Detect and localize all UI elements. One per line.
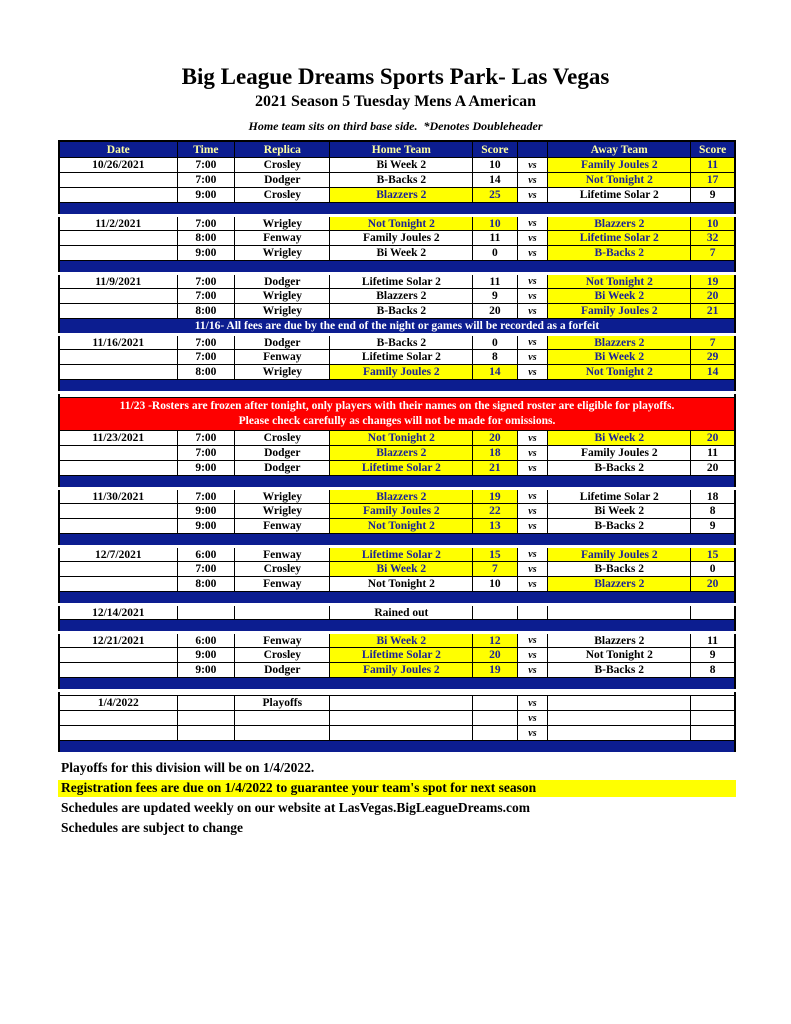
away-team-cell: Bi Week 2: [548, 350, 691, 365]
replica-cell: Dodger: [235, 173, 330, 188]
date-cell: [59, 188, 177, 203]
away-team-cell: Not Tonight 2: [548, 173, 691, 188]
date-cell: 11/30/2021: [59, 489, 177, 504]
date-cell: 12/21/2021: [59, 633, 177, 648]
game-row: [59, 246, 735, 261]
home-team-cell: Lifetime Solar 2: [330, 461, 473, 476]
separator-row: [59, 592, 735, 605]
game-row: [59, 547, 735, 562]
home-score-cell: 14: [473, 365, 517, 380]
replica-cell: Crosley: [235, 562, 330, 577]
game-row: [59, 446, 735, 461]
away-score-cell: 20: [691, 431, 735, 446]
date-cell: [59, 173, 177, 188]
game-row: [59, 289, 735, 304]
date-cell: 10/26/2021: [59, 158, 177, 173]
home-score-cell: 19: [473, 489, 517, 504]
away-team-cell: Lifetime Solar 2: [548, 188, 691, 203]
game-row: [59, 350, 735, 365]
away-score-cell: 18: [691, 489, 735, 504]
header-vs: [517, 141, 548, 158]
home-score-cell: 20: [473, 304, 517, 319]
game-row: [59, 335, 735, 350]
roster-notice-line2: Please check carefully as changes will not be made for omissions.: [238, 415, 556, 428]
home-score-cell: 9: [473, 289, 517, 304]
away-team-cell: [548, 696, 691, 711]
replica-cell: Dodger: [235, 335, 330, 350]
game-row: [59, 304, 735, 319]
separator-bar: [59, 203, 735, 216]
replica-cell: Crosley: [235, 188, 330, 203]
website-note: Schedules are updated weekly on our website at LasVegas.BigLeagueDreams.com: [61, 800, 531, 816]
replica-cell: Fenway: [235, 547, 330, 562]
home-score-cell: 7: [473, 562, 517, 577]
date-cell: [59, 504, 177, 519]
vs-cell: vs: [517, 562, 548, 577]
date-cell: 11/23/2021: [59, 431, 177, 446]
away-team-cell: Family Joules 2: [548, 158, 691, 173]
time-cell: 8:00: [177, 231, 235, 246]
home-score-cell: [473, 711, 517, 726]
page-title: Big League Dreams Sports Park- Las Vegas: [181, 64, 610, 89]
time-cell: 7:00: [177, 158, 235, 173]
replica-cell: Wrigley: [235, 216, 330, 231]
time-cell: 7:00: [177, 350, 235, 365]
replica-cell: Crosley: [235, 158, 330, 173]
home-team-cell: B-Backs 2: [330, 173, 473, 188]
separator-row: [59, 261, 735, 274]
date-cell: 12/7/2021: [59, 547, 177, 562]
time-cell: 6:00: [177, 547, 235, 562]
away-team-cell: Bi Week 2: [548, 431, 691, 446]
away-score-cell: 19: [691, 274, 735, 289]
date-cell: 11/9/2021: [59, 274, 177, 289]
date-cell: [59, 304, 177, 319]
vs-cell: vs: [517, 246, 548, 261]
replica-cell: [235, 726, 330, 741]
vs-cell: vs: [517, 696, 548, 711]
replica-cell: Fenway: [235, 350, 330, 365]
away-team-cell: B-Backs 2: [548, 663, 691, 678]
home-team-cell: Family Joules 2: [330, 365, 473, 380]
playoffs-row: [59, 696, 735, 711]
game-row: [59, 504, 735, 519]
header-row: [59, 141, 735, 158]
away-team-cell: Blazzers 2: [548, 577, 691, 592]
away-team-cell: Lifetime Solar 2: [548, 489, 691, 504]
away-team-cell: Family Joules 2: [548, 446, 691, 461]
header-replica: Replica: [235, 141, 330, 158]
date-cell: [59, 446, 177, 461]
vs-cell: vs: [517, 547, 548, 562]
home-score-cell: 21: [473, 461, 517, 476]
home-score-cell: 11: [473, 274, 517, 289]
header-away-score: Score: [691, 141, 735, 158]
time-cell: 8:00: [177, 365, 235, 380]
separator-row: [59, 534, 735, 547]
away-team-cell: Blazzers 2: [548, 335, 691, 350]
empty-game-row: [59, 711, 735, 726]
away-score-cell: 10: [691, 216, 735, 231]
away-score-cell: 21: [691, 304, 735, 319]
game-row: [59, 365, 735, 380]
home-team-cell: Family Joules 2: [330, 504, 473, 519]
game-row: [59, 274, 735, 289]
time-cell: 7:00: [177, 489, 235, 504]
home-score-cell: 15: [473, 547, 517, 562]
vs-cell: [517, 605, 548, 620]
separator-row: [59, 678, 735, 691]
home-score-cell: 13: [473, 519, 517, 534]
home-score-cell: 22: [473, 504, 517, 519]
away-team-cell: Blazzers 2: [548, 633, 691, 648]
fees-notice-row: [59, 319, 735, 335]
vs-cell: vs: [517, 231, 548, 246]
separator-row: [59, 476, 735, 489]
vs-cell: vs: [517, 577, 548, 592]
home-team-cell: Not Tonight 2: [330, 216, 473, 231]
away-score-cell: 11: [691, 446, 735, 461]
date-cell: [59, 519, 177, 534]
vs-cell: vs: [517, 711, 548, 726]
vs-cell: vs: [517, 726, 548, 741]
game-row: [59, 577, 735, 592]
game-row: [59, 158, 735, 173]
game-row: [59, 231, 735, 246]
header-home-score: Score: [473, 141, 517, 158]
home-team-cell: Not Tonight 2: [330, 577, 473, 592]
vs-cell: vs: [517, 446, 548, 461]
game-row: [59, 519, 735, 534]
away-team-cell: Blazzers 2: [548, 216, 691, 231]
header-time: Time: [177, 141, 235, 158]
time-cell: 7:00: [177, 274, 235, 289]
home-score-cell: [473, 605, 517, 620]
home-score-cell: 8: [473, 350, 517, 365]
header-home-team: Home Team: [330, 141, 473, 158]
game-row: [59, 188, 735, 203]
date-cell: [59, 289, 177, 304]
replica-cell: Playoffs: [235, 696, 330, 711]
game-row: [59, 216, 735, 231]
time-cell: 7:00: [177, 289, 235, 304]
home-score-cell: 20: [473, 648, 517, 663]
away-score-cell: 20: [691, 461, 735, 476]
date-cell: [59, 648, 177, 663]
replica-cell: Wrigley: [235, 504, 330, 519]
home-team-cell: [330, 726, 473, 741]
separator-bar: [59, 261, 735, 274]
away-score-cell: 20: [691, 289, 735, 304]
home-team-note: Home team sits on third base side. *Denotes Doubleheader: [248, 118, 543, 133]
separator-bar: [59, 380, 735, 393]
away-score-cell: 0: [691, 562, 735, 577]
home-team-cell: B-Backs 2: [330, 304, 473, 319]
time-cell: 6:00: [177, 633, 235, 648]
home-score-cell: 19: [473, 663, 517, 678]
vs-cell: vs: [517, 335, 548, 350]
replica-cell: Dodger: [235, 274, 330, 289]
home-team-cell: [330, 696, 473, 711]
away-team-cell: B-Backs 2: [548, 562, 691, 577]
home-team-cell: Lifetime Solar 2: [330, 350, 473, 365]
away-score-cell: 7: [691, 246, 735, 261]
replica-cell: Dodger: [235, 663, 330, 678]
away-team-cell: B-Backs 2: [548, 461, 691, 476]
home-team-cell: Bi Week 2: [330, 158, 473, 173]
empty-game-row: [59, 726, 735, 741]
date-cell: [59, 350, 177, 365]
replica-cell: Fenway: [235, 231, 330, 246]
roster-notice-line1: 11/23 -Rosters are frozen after tonight, only players with their names on the signed roster are eligible for playoffs.: [119, 400, 675, 413]
vs-cell: vs: [517, 158, 548, 173]
time-cell: 9:00: [177, 663, 235, 678]
home-score-cell: 18: [473, 446, 517, 461]
away-team-cell: [548, 726, 691, 741]
away-score-cell: 15: [691, 547, 735, 562]
away-team-cell: Not Tonight 2: [548, 365, 691, 380]
time-cell: 9:00: [177, 246, 235, 261]
vs-cell: vs: [517, 431, 548, 446]
vs-cell: vs: [517, 289, 548, 304]
vs-cell: vs: [517, 304, 548, 319]
replica-cell: Crosley: [235, 648, 330, 663]
away-score-cell: 7: [691, 335, 735, 350]
time-cell: 9:00: [177, 504, 235, 519]
vs-cell: vs: [517, 274, 548, 289]
time-cell: 9:00: [177, 648, 235, 663]
game-row: [59, 663, 735, 678]
replica-cell: Fenway: [235, 633, 330, 648]
separator-bar: [59, 620, 735, 633]
vs-cell: vs: [517, 173, 548, 188]
time-cell: [177, 711, 235, 726]
replica-cell: Wrigley: [235, 289, 330, 304]
separator-row: [59, 620, 735, 633]
away-score-cell: 11: [691, 158, 735, 173]
home-score-cell: 10: [473, 158, 517, 173]
vs-cell: vs: [517, 489, 548, 504]
home-score-cell: 0: [473, 335, 517, 350]
away-score-cell: 9: [691, 648, 735, 663]
home-team-cell: Blazzers 2: [330, 289, 473, 304]
game-row: [59, 431, 735, 446]
date-cell: [59, 711, 177, 726]
separator-bar: [59, 678, 735, 691]
home-team-cell: Family Joules 2: [330, 231, 473, 246]
home-score-cell: 25: [473, 188, 517, 203]
roster-notice-row: [59, 398, 735, 431]
home-team-cell: Lifetime Solar 2: [330, 547, 473, 562]
separator-bar: [59, 534, 735, 547]
away-team-cell: Bi Week 2: [548, 289, 691, 304]
time-cell: 7:00: [177, 173, 235, 188]
game-row: [59, 562, 735, 577]
game-row: [59, 173, 735, 188]
away-team-cell: Family Joules 2: [548, 547, 691, 562]
separator-row: [59, 203, 735, 216]
date-cell: [59, 461, 177, 476]
game-row: [59, 633, 735, 648]
home-team-cell: Blazzers 2: [330, 446, 473, 461]
replica-cell: Fenway: [235, 519, 330, 534]
game-row: [59, 461, 735, 476]
home-score-cell: 0: [473, 246, 517, 261]
header-date: Date: [59, 141, 177, 158]
fees-notice-text: 11/16- All fees are due by the end of the night or games will be recorded as a forfeit: [59, 319, 735, 335]
home-team-cell: Bi Week 2: [330, 562, 473, 577]
away-score-cell: 17: [691, 173, 735, 188]
date-cell: [59, 726, 177, 741]
away-team-cell: Bi Week 2: [548, 504, 691, 519]
vs-cell: vs: [517, 365, 548, 380]
date-cell: [59, 246, 177, 261]
playoffs-note: Playoffs for this division will be on 1/4/2022.: [61, 760, 315, 776]
away-score-cell: 11: [691, 633, 735, 648]
home-score-cell: [473, 696, 517, 711]
subject-to-change-note: Schedules are subject to change: [61, 820, 243, 836]
away-score-cell: [691, 711, 735, 726]
date-cell: 12/14/2021: [59, 605, 177, 620]
away-score-cell: 9: [691, 519, 735, 534]
schedule-body: [59, 158, 735, 754]
season-subtitle: 2021 Season 5 Tuesday Mens A American: [255, 93, 536, 111]
time-cell: 8:00: [177, 304, 235, 319]
away-team-cell: Not Tonight 2: [548, 648, 691, 663]
footer: [58, 760, 736, 837]
time-cell: 8:00: [177, 577, 235, 592]
time-cell: 7:00: [177, 446, 235, 461]
away-team-cell: Lifetime Solar 2: [548, 231, 691, 246]
vs-cell: vs: [517, 461, 548, 476]
home-team-cell: Bi Week 2: [330, 246, 473, 261]
vs-cell: vs: [517, 633, 548, 648]
replica-cell: [235, 605, 330, 620]
vs-cell: vs: [517, 188, 548, 203]
date-cell: 11/16/2021: [59, 335, 177, 350]
away-score-cell: 9: [691, 188, 735, 203]
home-team-cell: Not Tonight 2: [330, 519, 473, 534]
home-score-cell: [473, 726, 517, 741]
vs-cell: vs: [517, 648, 548, 663]
home-team-cell: Lifetime Solar 2: [330, 274, 473, 289]
game-row: [59, 489, 735, 504]
vs-cell: vs: [517, 216, 548, 231]
away-team-cell: [548, 711, 691, 726]
replica-cell: Fenway: [235, 577, 330, 592]
home-team-cell: Blazzers 2: [330, 489, 473, 504]
away-score-cell: 32: [691, 231, 735, 246]
time-cell: [177, 696, 235, 711]
replica-cell: Wrigley: [235, 489, 330, 504]
time-cell: 9:00: [177, 519, 235, 534]
date-cell: [59, 577, 177, 592]
away-score-cell: [691, 696, 735, 711]
away-team-cell: [548, 605, 691, 620]
away-team-cell: Family Joules 2: [548, 304, 691, 319]
separator-bar: [59, 592, 735, 605]
away-score-cell: 14: [691, 365, 735, 380]
home-team-cell: [330, 711, 473, 726]
date-cell: [59, 231, 177, 246]
away-score-cell: [691, 726, 735, 741]
date-cell: [59, 365, 177, 380]
home-team-cell: Blazzers 2: [330, 188, 473, 203]
away-score-cell: 8: [691, 663, 735, 678]
home-score-cell: 20: [473, 431, 517, 446]
replica-cell: Crosley: [235, 431, 330, 446]
replica-cell: Wrigley: [235, 304, 330, 319]
replica-cell: Wrigley: [235, 365, 330, 380]
away-team-cell: B-Backs 2: [548, 519, 691, 534]
date-cell: 1/4/2022: [59, 696, 177, 711]
home-score-cell: 10: [473, 216, 517, 231]
date-cell: 11/2/2021: [59, 216, 177, 231]
replica-cell: Wrigley: [235, 246, 330, 261]
time-cell: 9:00: [177, 188, 235, 203]
time-cell: 7:00: [177, 431, 235, 446]
roster-notice-cell: [59, 398, 735, 431]
separator-bar: [59, 741, 735, 754]
away-score-cell: [691, 605, 735, 620]
away-team-cell: B-Backs 2: [548, 246, 691, 261]
home-score-cell: 12: [473, 633, 517, 648]
vs-cell: vs: [517, 350, 548, 365]
header-away-team: Away Team: [548, 141, 691, 158]
time-cell: 7:00: [177, 562, 235, 577]
time-cell: [177, 726, 235, 741]
home-team-cell: B-Backs 2: [330, 335, 473, 350]
replica-cell: Dodger: [235, 446, 330, 461]
vs-cell: vs: [517, 663, 548, 678]
away-score-cell: 20: [691, 577, 735, 592]
vs-cell: vs: [517, 519, 548, 534]
game-row: [59, 648, 735, 663]
vs-cell: vs: [517, 504, 548, 519]
home-score-cell: 14: [473, 173, 517, 188]
home-team-cell: Family Joules 2: [330, 663, 473, 678]
home-team-cell: Not Tonight 2: [330, 431, 473, 446]
time-cell: 9:00: [177, 461, 235, 476]
away-score-cell: 29: [691, 350, 735, 365]
home-score-cell: 10: [473, 577, 517, 592]
time-cell: 7:00: [177, 335, 235, 350]
date-cell: [59, 562, 177, 577]
info-text-cell: Rained out: [330, 605, 473, 620]
schedule-table: [58, 140, 736, 756]
separator-row: [59, 380, 735, 393]
separator-row: [59, 741, 735, 754]
home-team-cell: Bi Week 2: [330, 633, 473, 648]
time-cell: [177, 605, 235, 620]
replica-cell: Dodger: [235, 461, 330, 476]
date-cell: [59, 663, 177, 678]
separator-bar: [59, 476, 735, 489]
away-team-cell: Not Tonight 2: [548, 274, 691, 289]
registration-note: Registration fees are due on 1/4/2022 to guarantee your team's spot for next season: [58, 780, 736, 797]
away-score-cell: 8: [691, 504, 735, 519]
schedule-content: [58, 140, 736, 837]
info-row: [59, 605, 735, 620]
home-score-cell: 11: [473, 231, 517, 246]
home-team-cell: Lifetime Solar 2: [330, 648, 473, 663]
time-cell: 7:00: [177, 216, 235, 231]
replica-cell: [235, 711, 330, 726]
